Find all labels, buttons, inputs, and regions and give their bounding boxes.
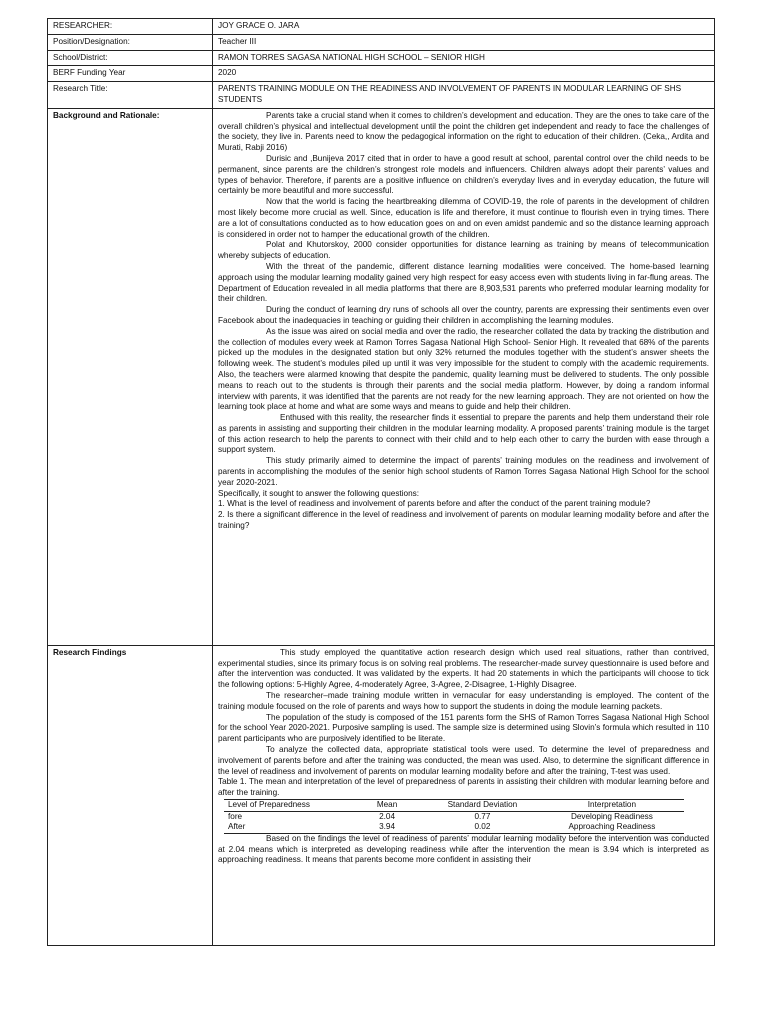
table-header: Interpretation [540,799,684,811]
row-background [48,108,715,645]
table-row [224,811,684,822]
researcher-value: JOY GRACE O. JARA [213,19,715,35]
findings-paragraph: This study employed the quantitative action research design which used real situations, rather than contrived, experimental studies, since its primary focus is on solving real problems. The researcher-made survey questionnaire is used before and after the intervention was conducted. It was validated by the experts. It had 20 statements in which the participants will choose to tick the following options: 5-Highly Agree, 4-moderately Agree, 3-Agree, 2-Disagree, 1-Highly Disagree. [218,647,709,690]
table-header: Standard Deviation [425,799,540,811]
form-table [47,18,715,946]
table-cell: fore [228,811,243,821]
findings-paragraph: The researcher–made training module written in vernacular for easy understanding is employed. The content of the training module focused on the role of parents and ways how to support the students in doing the module learning packets. [218,690,709,711]
row-school [48,50,715,66]
research-title-label: Research Title: [48,82,213,109]
school-value: RAMON TORRES SAGASA NATIONAL HIGH SCHOOL – SENIOR HIGH [213,50,715,66]
row-research-title [48,82,715,109]
questions-intro: Specifically, it sought to answer the following questions: [218,488,420,498]
research-question: 1. What is the level of readiness and involvement of parents before and after the conduct of the parent training module? [218,499,651,509]
row-funding-year [48,66,715,82]
row-researcher [48,19,715,35]
background-content [213,108,715,645]
researcher-label: RESEARCHER: [48,19,213,35]
background-paragraph: Parents take a crucial stand when it comes to children’s development and education. They are the ones to take care of the overall children’s physical and intellectual development until the point the children get independent and ready to face the challenges of the society, they live in. Parents need to know the pedagogical information on the right to education of their children. (Ceka,, Ardita and Murati, Rabji 2016) [218,110,709,153]
findings-label: Research Findings [53,647,127,657]
findings-closing: Based on the findings the level of readiness of parents’ modular learning modality before the intervention was conducted at 2.04 means which is interpreted as developing readiness while after the intervention the mean is 3.94 which is interpreted as approaching readiness. It means that parents become more confident in assisting their [218,833,709,865]
table-cell: Developing Readiness [570,811,653,821]
table-cell: 3.94 [349,822,425,833]
table-row [224,822,684,833]
background-paragraph: Polat and Khutorskoy, 2000 consider opportunities for distance learning as training by means of telecommunication whereby subjects of education. [218,240,709,261]
background-paragraph: This study primarily aimed to determine the impact of parents’ training modules on the readiness and involvement of parents in accomplishing the modules of the senior high school students of Ramon Torres Sagasa National High School for the school year 2020-2021. [218,456,709,487]
research-summary-form [47,18,715,946]
background-paragraph: Now that the world is facing the heartbreaking dilemma of COVID-19, the role of parents in the development of children most likely become more crucial as well. Since, education is life and therefore, it must continue to flourish even in trying times. There are a lot of consultations conducted as to how education goes on and on even amidst pandemic and so the distance learning approach is considered in order not to hamper the educational growth of the children. [218,197,709,239]
background-label: Background and Rationale: [53,110,160,120]
funding-year-value: 2020 [213,66,715,82]
table-header: Mean [349,799,425,811]
background-paragraph: Enthused with this reality, the researcher finds it essential to prepare the parents and help them understand their role as parents in assisting and supporting their children in the modular learning modality. A proposed parents’ training module is the target of this action research to help the parents to connect with their child and to help each other to carry the burden with ease through a support system. [218,413,709,455]
research-question: 2. Is there a significant difference in the level of readiness and involvement of parents on modular learning modality before and after the training? [218,510,709,531]
row-findings [48,645,715,945]
position-value: Teacher III [213,34,715,50]
table-cell: 2.04 [379,811,396,821]
row-position [48,34,715,50]
table-cell: 0.02 [425,822,540,833]
table-cell: Approaching Readiness [540,822,684,833]
research-title-value: PARENTS TRAINING MODULE ON THE READINESS AND INVOLVEMENT OF PARENTS IN MODULAR LEARNING OF SHS STUDENTS [213,82,715,109]
table-header: Level of Preparedness [224,799,349,811]
position-label: Position/Designation: [48,34,213,50]
background-paragraph: With the threat of the pandemic, different distance learning modalities were conceived. The home-based learning approach using the modular learning modality gained very high respect for easy access even with students living in far-flung areas. The Department of Education revealed in all media platforms that there are 8,903,531 parents who preferred modular learning modality for their children. [218,261,709,304]
background-paragraph: As the issue was aired on social media and over the radio, the researcher collated the data by tracking the distribution and the collection of modules every week at Ramon Torres Sagasa National High School- Senior High. It revealed that 68% of the parents picked up the modules in the designated station but only 32% returned the modules together with the student’s answer sheets the following week. The student’s modules piled up until it was very impossible for the student to comply with the academic requirements. Also, the teachers were alarmed knowing that despite the pandemic, quality learning must be delivered to students. The only possible means to reach out to the students is through their parents and the social media platform. However, by doing a random informal interview with parents, it was identified that the parents are not ready for the new learning approach. They are not oriented on how the learning took place at home and what are some ways and means to guide and help their children. [218,326,709,412]
table-header-row [224,799,684,811]
table-caption: Table 1. The mean and interpretation of the level of preparedness of parents in assisting their children with modular learning before and after the training. [218,777,709,798]
preparedness-table [224,799,684,834]
background-paragraph: During the conduct of learning dry runs of schools all over the country, parents are expressing their sentiments even over Facebook about the inadequacies in teaching or guiding their children in accomplishing the learning modules. [218,305,709,325]
findings-content [213,645,715,945]
findings-paragraph: The population of the study is composed of the 151 parents form the SHS of Ramon Torres Sagasa National High School for the school Year 2020-2021. Purposive sampling is used. The sample size is determined using Slovin’s formula which resulted in 110 parent participants who are purposively identified to be literate. [218,712,709,744]
table-cell: After [224,822,349,833]
funding-year-label: BERF Funding Year [48,66,213,82]
findings-paragraph: To analyze the collected data, appropriate statistical tools were used. To determine the level of preparedness and involvement of parents before and after the training was conducted, the mean was used. Also, to determine the significant difference in the level of readiness and involvement of parents on modular learning modality before and after the training, T-test was used. [218,744,709,776]
table-cell: 0.77 [474,811,491,821]
school-label: School/District: [48,50,213,66]
background-paragraph: Durisic and ,Bunijeva 2017 cited that in order to have a good result at school, parental control over the child needs to be permanent, since parents are the children’s strongest role models and influencers. Children always adopt their parents’ values and types of behavior. Therefore, if parents are a positive influence on children’s everyday lives and in everyday education, the future will certainly be more beautiful and more successful. [218,153,709,196]
